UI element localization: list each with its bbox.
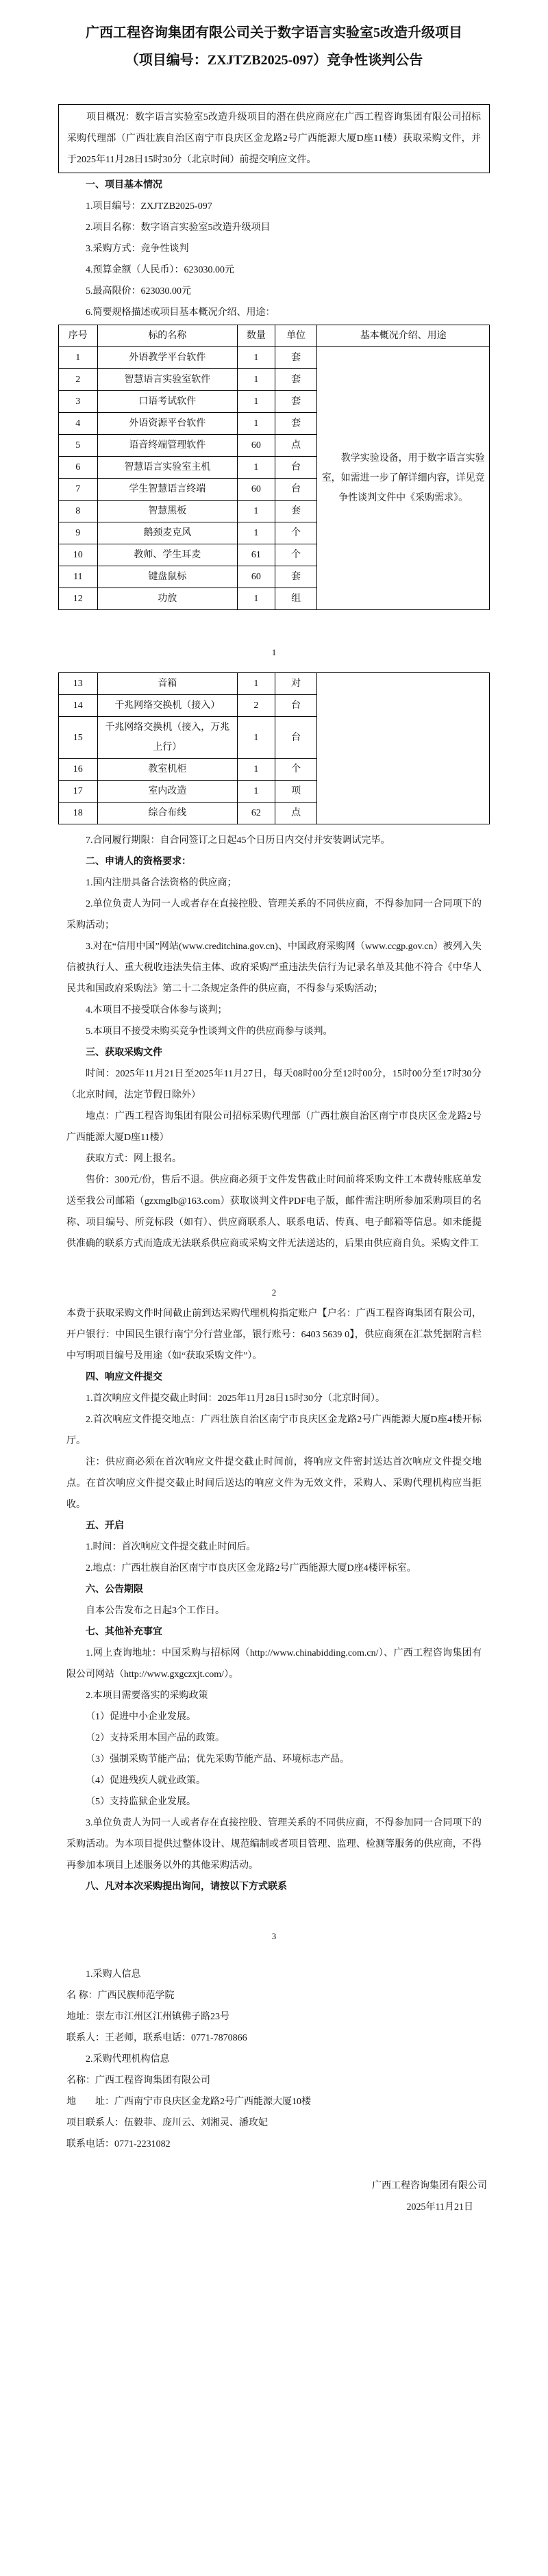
body-blocks-page2-3	[58, 1303, 490, 1897]
contact-info-blocks	[58, 1964, 490, 2155]
paragraph: 3.单位负责人为同一人或者存在直接控股、管理关系的不同供应商，不得参加同一合同项下的采购活动。为本项目提供过整体设计、规范编制或者项目管理、监理、检测等服务的供应商，不得再参加本项目上述服务以外的其他采购活动。	[66, 1818, 482, 1871]
cell-qty: 1	[238, 391, 275, 413]
contact-line: 1.采购人信息	[86, 1969, 141, 1980]
paragraph: 5.本项目不接受未购买竞争性谈判文件的供应商参与谈判。	[86, 1026, 333, 1037]
cell-no: 18	[59, 803, 98, 824]
paragraph: 1.时间：首次响应文件提交截止时间后。	[86, 1542, 256, 1552]
page-number-3: 3	[271, 1931, 277, 1941]
cell-no: 9	[59, 522, 98, 544]
page-number-2: 2	[271, 1287, 277, 1298]
paragraph: 自本公告发布之日起3个工作日。	[86, 1606, 225, 1616]
goods-remark: 教学实验设备，用于数字语言实验室，如需进一步了解详细内容，详见竞争性谈判文件中《采购需求》。	[317, 347, 490, 610]
cell-no: 2	[59, 369, 98, 391]
cell-qty: 1	[238, 457, 275, 479]
paragraph: 时间：2025年11月21日至2025年11月27日，每天08时00分至12时00分，15时00分至17时30分（北京时间，法定节假日除外）	[66, 1069, 482, 1100]
project-info-item: 3.采购方式：竞争性谈判	[86, 244, 189, 254]
project-info-item: 4.预算金额（人民币）：623030.00元	[86, 265, 234, 275]
cell-unit: 项	[275, 781, 317, 803]
goods-table-header-row	[59, 325, 490, 347]
cell-name: 口语考试软件	[97, 391, 237, 413]
cell-no: 4	[59, 413, 98, 435]
cell-unit: 对	[275, 673, 317, 695]
project-info-item: 1.项目编号：ZXJTZB2025-097	[86, 201, 212, 212]
cell-name: 鹅颈麦克风	[97, 522, 237, 544]
paragraph: 七、其他补充事宜	[86, 1627, 162, 1637]
col-header-no: 序号	[59, 325, 98, 347]
cell-no: 8	[59, 501, 98, 522]
cell-no: 10	[59, 544, 98, 566]
paragraph: 六、公告期限	[86, 1584, 143, 1595]
paragraph: 4.本项目不接受联合体参与谈判；	[86, 1005, 227, 1015]
cell-name: 千兆网络交换机（接入）	[97, 695, 237, 717]
cell-no: 15	[59, 717, 98, 759]
goods-table-row	[59, 673, 490, 695]
cell-name: 智慧语言实验室软件	[97, 369, 237, 391]
cell-name: 学生智慧语言终端	[97, 479, 237, 501]
cell-qty: 1	[238, 759, 275, 781]
cell-no: 1	[59, 347, 98, 369]
cell-qty: 1	[238, 673, 275, 695]
paragraph: 注：供应商必须在首次响应文件提交截止时间前，将响应文件密封送达首次响应文件提交地点。在首次响应文件提交截止时间后送达的响应文件为无效文件，采购人、采购代理机构应当拒收。	[66, 1457, 482, 1510]
paragraph: 2.首次响应文件提交地点：广西壮族自治区南宁市良庆区金龙路2号广西能源大厦D座4楼开标厅。	[66, 1415, 482, 1446]
cell-unit: 个	[275, 522, 317, 544]
cell-no: 13	[59, 673, 98, 695]
cell-unit: 套	[275, 413, 317, 435]
cell-name: 千兆网络交换机（接入，万兆上行）	[97, 717, 237, 759]
contact-line: 联系电话：0771-2231082	[66, 2139, 171, 2149]
paragraph: 1.首次响应文件提交截止时间：2025年11月28日15时30分（北京时间）。	[86, 1393, 385, 1404]
cell-unit: 个	[275, 759, 317, 781]
goods-table-row	[59, 347, 490, 369]
cell-name: 功放	[97, 588, 237, 610]
cell-name: 综合布线	[97, 803, 237, 824]
cell-name: 外语教学平台软件	[97, 347, 237, 369]
cell-qty: 1	[238, 717, 275, 759]
contact-line: 名 称：广西民族师范学院	[66, 1991, 175, 2001]
cell-qty: 61	[238, 544, 275, 566]
cell-qty: 62	[238, 803, 275, 824]
cell-name: 外语资源平台软件	[97, 413, 237, 435]
paragraph: （3）强制采购节能产品；优先采购节能产品、环境标志产品。	[86, 1754, 349, 1765]
goods-table-page2	[58, 672, 490, 824]
cell-name: 智慧黑板	[97, 501, 237, 522]
paragraph: 三、获取采购文件	[86, 1048, 162, 1058]
cell-no: 7	[59, 479, 98, 501]
paragraph: （5）支持监狱企业发展。	[86, 1797, 196, 1807]
cell-unit: 套	[275, 347, 317, 369]
cell-no: 14	[59, 695, 98, 717]
contact-line: 2.采购代理机构信息	[86, 2054, 170, 2064]
cell-qty: 1	[238, 781, 275, 803]
paragraph: 售价：300元/份，售后不退。供应商必须于文件发售截止时间前将采购文件工本费转账底单发送至我公司邮箱（gzxmglb@163.com）获取谈判文件PDF电子版，邮件需注明所参加采购项目的名称、项目编号、所竞标段（如有）、供应商联系人、联系电话、传真、电子邮箱等信息。如未能提供准确的联系方式而造成无法联系供应商或采购文件无法送达的，后果由供应商自负。采购文件工	[66, 1175, 482, 1249]
issue-date: 2025年11月21日	[406, 2202, 473, 2212]
cell-qty: 60	[238, 435, 275, 457]
page-number-1: 1	[271, 647, 277, 657]
cell-unit: 套	[275, 369, 317, 391]
cell-name: 键盘鼠标	[97, 566, 237, 588]
cell-unit: 台	[275, 457, 317, 479]
cell-qty: 1	[238, 369, 275, 391]
cell-unit: 个	[275, 544, 317, 566]
col-header-unit: 单位	[275, 325, 317, 347]
paragraph: 1.网上查询地址：中国采购与招标网（http://www.chinabidding.com.cn/）、广西工程咨询集团有限公司网站（http://www.gxgczxjt.com/）。	[66, 1648, 482, 1680]
paragraph: 八、凡对本次采购提出询问，请按以下方式联系	[86, 1882, 287, 1892]
cell-no: 16	[59, 759, 98, 781]
project-overview-text: 项目概况：数字语言实验室5改造升级项目的潜在供应商应在广西工程咨询集团有限公司招标采购代理部（广西壮族自治区南宁市良庆区金龙路2号广西能源大厦D座11楼）获取采购文件，并于2025年11月28日15时30分（北京时间）前提交响应文件。	[67, 112, 481, 165]
cell-no: 5	[59, 435, 98, 457]
cell-no: 6	[59, 457, 98, 479]
project-info-item: 2.项目名称：数字语言实验室5改造升级项目	[86, 223, 271, 233]
issuer-name: 广西工程咨询集团有限公司	[372, 2181, 487, 2191]
cell-name: 智慧语言实验室主机	[97, 457, 237, 479]
cell-unit: 点	[275, 435, 317, 457]
goods-remark-empty	[317, 673, 490, 824]
paragraph: （2）支持采用本国产品的政策。	[86, 1733, 225, 1743]
section-1-items	[58, 196, 490, 323]
paragraph: 7.合同履行期限：自合同签订之日起45个日历日内交付并安装调试完毕。	[86, 835, 390, 846]
cell-qty: 1	[238, 588, 275, 610]
cell-name: 语音终端管理软件	[97, 435, 237, 457]
col-header-qty: 数量	[238, 325, 275, 347]
cell-qty: 2	[238, 695, 275, 717]
signature-block	[58, 2175, 490, 2218]
project-info-item: 6.简要规格描述或项目基本概况介绍、用途：	[86, 307, 275, 318]
cell-unit: 台	[275, 695, 317, 717]
paragraph: 2.本项目需要落实的采购政策	[86, 1691, 208, 1701]
col-header-remark: 基本概况介绍、用途	[317, 325, 490, 347]
cell-unit: 点	[275, 803, 317, 824]
paragraph: 1.国内注册具备合法资格的供应商；	[86, 878, 237, 888]
cell-qty: 60	[238, 479, 275, 501]
cell-qty: 1	[238, 347, 275, 369]
cell-unit: 套	[275, 391, 317, 413]
contact-line: 名称：广西工程咨询集团有限公司	[66, 2075, 210, 2086]
cell-name: 室内改造	[97, 781, 237, 803]
body-blocks-page1-2	[58, 830, 490, 1254]
paragraph: 本费于获取采购文件时间截止前到达采购代理机构指定账户【户名：广西工程咨询集团有限公司，开户银行：中国民生银行南宁分行营业部，银行账号：6403 5639 0】，供应商须在汇款凭据附言栏中写明项目编号及用途（如“获取采购文件”）。	[66, 1309, 482, 1361]
project-info-item: 5.最高限价：623030.00元	[86, 286, 191, 296]
cell-qty: 1	[238, 413, 275, 435]
cell-no: 3	[59, 391, 98, 413]
goods-table-page1	[58, 325, 490, 610]
contact-line: 地址：崇左市江州区江州镇佛子路23号	[66, 2012, 229, 2022]
col-header-name: 标的名称	[97, 325, 237, 347]
cell-no: 12	[59, 588, 98, 610]
document-title-line-2: （项目编号：ZXJTZB2025-097）竞争性谈判公告	[125, 53, 423, 68]
contact-line: 项目联系人：伍毅菲、庞川云、刘湘灵、潘玫妃	[66, 2118, 268, 2128]
paragraph: 四、响应文件提交	[86, 1372, 162, 1382]
paragraph: 2.单位负责人为同一人或者存在直接控股、管理关系的不同供应商，不得参加同一合同项下的采购活动；	[66, 899, 482, 931]
cell-unit: 台	[275, 479, 317, 501]
paragraph: 获取方式：网上报名。	[86, 1154, 182, 1164]
cell-no: 17	[59, 781, 98, 803]
paragraph: 二、申请人的资格要求：	[86, 857, 191, 867]
paragraph: 3.对在“信用中国”网站(www.creditchina.gov.cn)、中国政府采购网（www.ccgp.gov.cn）被列入失信被执行人、重大税收违法失信主体、政府采购严重违法失信行为记录名单及其他不符合《中华人民共和国政府采购法》第二十二条规定条件的供应商，不得参与采购活动；	[66, 942, 482, 994]
paragraph: 2.地点：广西壮族自治区南宁市良庆区金龙路2号广西能源大厦D座4楼评标室。	[86, 1563, 416, 1574]
paragraph: （1）促进中小企业发展。	[86, 1712, 196, 1722]
document-title-line-1: 广西工程咨询集团有限公司关于数字语言实验室5改造升级项目	[86, 25, 462, 40]
cell-qty: 1	[238, 522, 275, 544]
paragraph: 地点：广西工程咨询集团有限公司招标采购代理部（广西壮族自治区南宁市良庆区金龙路2号广西能源大厦D座11楼）	[66, 1111, 482, 1143]
cell-no: 11	[59, 566, 98, 588]
contact-line: 地 址：广西南宁市良庆区金龙路2号广西能源大厦10楼	[66, 2097, 311, 2107]
section-1-heading: 一、项目基本情况	[86, 180, 162, 190]
paragraph: 五、开启	[86, 1521, 124, 1531]
cell-name: 教师、学生耳麦	[97, 544, 237, 566]
paragraph: （4）促进残疾人就业政策。	[86, 1776, 206, 1786]
contact-line: 联系人：王老师，联系电话：0771-7870866	[66, 2033, 247, 2043]
cell-unit: 套	[275, 501, 317, 522]
cell-qty: 1	[238, 501, 275, 522]
cell-unit: 套	[275, 566, 317, 588]
project-overview-box	[58, 104, 490, 173]
cell-unit: 台	[275, 717, 317, 759]
cell-name: 教室机柜	[97, 759, 237, 781]
cell-unit: 组	[275, 588, 317, 610]
cell-name: 音箱	[97, 673, 237, 695]
cell-qty: 60	[238, 566, 275, 588]
document-title	[58, 19, 490, 74]
